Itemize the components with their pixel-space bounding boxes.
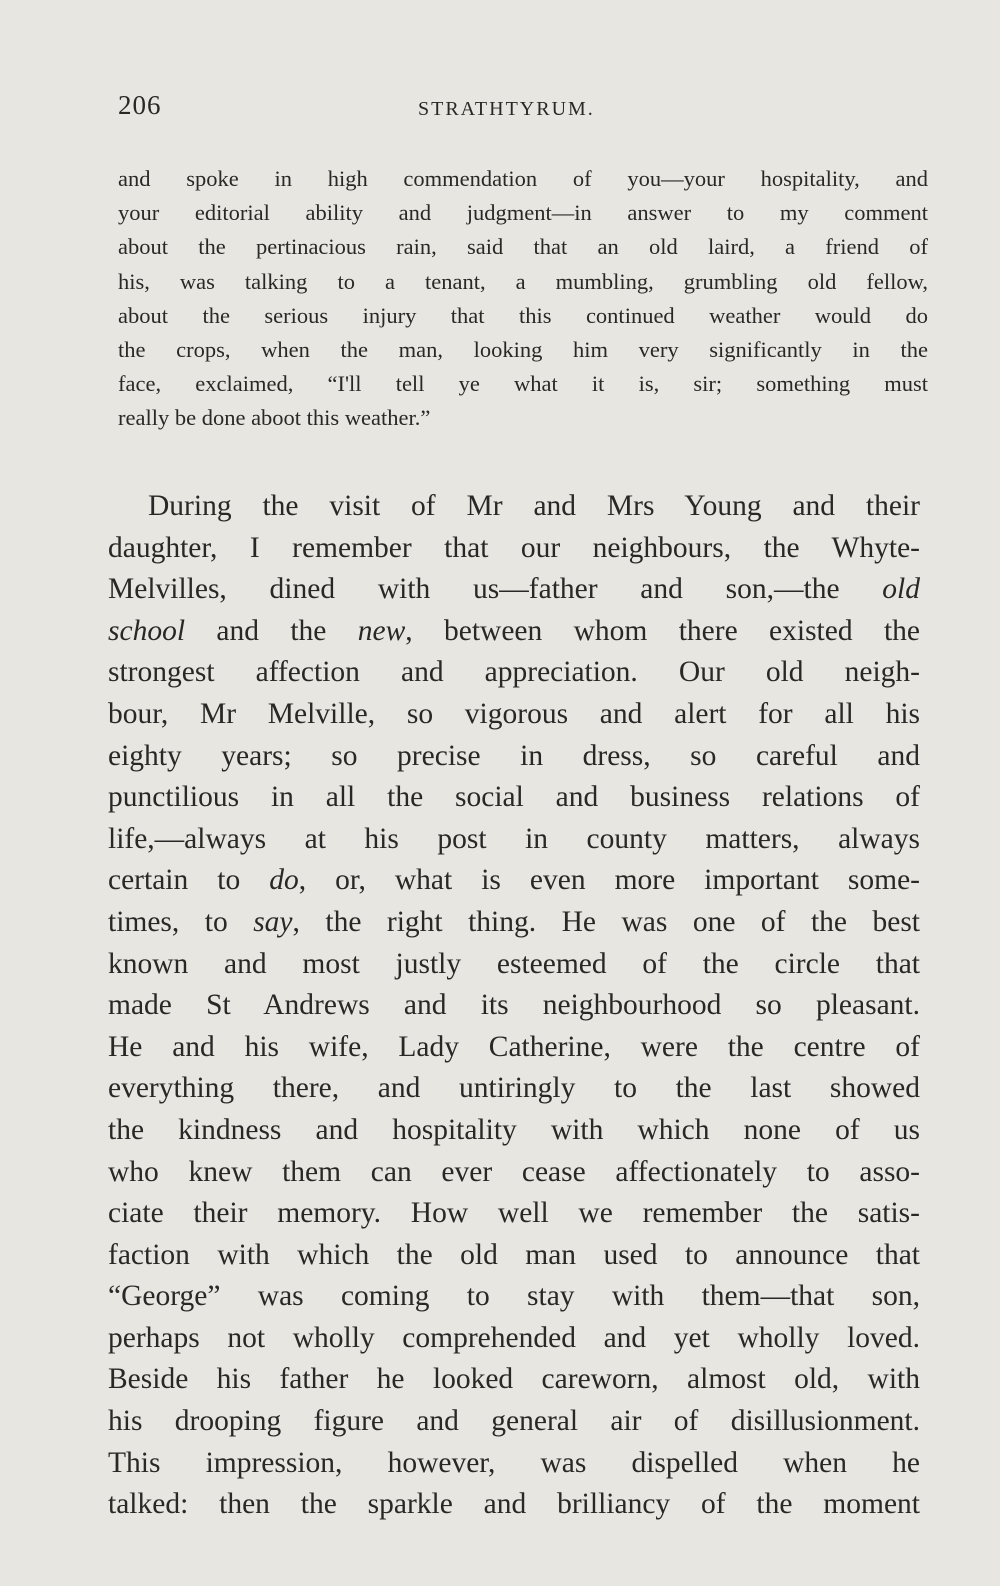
text-line: perhaps not wholly comprehended and yet wholly loved.	[108, 1321, 920, 1354]
text-line: his drooping figure and general air of disillusionment.	[108, 1405, 920, 1438]
text-line: made St Andrews and its neighbourhood so pleasant.	[108, 989, 920, 1022]
text-line: life,—always at his post in county matters, always	[108, 822, 920, 855]
italic-word: say	[253, 905, 293, 938]
italic-word: new	[357, 614, 406, 647]
text-line	[108, 902, 920, 944]
text-line: known and most justly esteemed of the circle that	[108, 947, 920, 980]
text-line: the crops, when the man, looking him very significantly in the	[118, 337, 928, 363]
running-title: STRATHTYRUM.	[418, 98, 595, 120]
text-line: and spoke in high commendation of you—your hospitality, and	[118, 166, 928, 191]
italic-word: school	[108, 614, 186, 647]
text-line: Beside his father he looked careworn, almost old, with	[108, 1363, 920, 1396]
text-line: the kindness and hospitality with which none of us	[108, 1113, 920, 1146]
text-line: your editorial ability and judgment—in answer to my comment	[118, 200, 928, 226]
running-header	[118, 90, 918, 130]
text-line: ciate their memory. How well we remember the satis-	[108, 1197, 920, 1230]
text-line: strongest affection and appreciation. Our old neigh-	[108, 656, 920, 689]
text-line: faction with which the old man used to announce that	[108, 1238, 920, 1271]
text-line: everything there, and untiringly to the last showed	[108, 1072, 920, 1105]
text-line: “George” was coming to stay with them—that son,	[108, 1280, 920, 1313]
page-number: 206	[118, 90, 162, 120]
text-segment: , or, what is even more important some-	[298, 864, 920, 897]
text-line: daughter, I remember that our neighbours, the Whyte-	[108, 531, 920, 564]
text-line: punctilious in all the social and business relations of	[108, 781, 920, 814]
text-line: about the serious injury that this continued weather would do	[118, 302, 928, 328]
text-segment: certain to	[108, 864, 270, 897]
text-line: This impression, however, was dispelled when he	[108, 1446, 920, 1479]
text-line	[108, 569, 920, 611]
text-line: He and his wife, Lady Catherine, were the centre of	[108, 1030, 920, 1063]
text-line	[108, 860, 920, 902]
text-segment: and the	[185, 614, 358, 647]
text-line: his, was talking to a tenant, a mumbling, grumbling old fellow,	[118, 268, 928, 294]
quoted-letter-passage	[118, 162, 928, 436]
text-line: really be done aboot this weather.”	[118, 405, 431, 431]
text-segment: , between whom there existed the	[405, 614, 920, 647]
text-segment: , the right thing. He was one of the best	[292, 905, 921, 938]
text-line: face, exclaimed, “I'll tell ye what it is, sir; something must	[118, 371, 928, 397]
text-line: who knew them can ever cease affectionately to asso-	[108, 1155, 920, 1188]
text-line: bour, Mr Melville, so vigorous and alert for all his	[108, 697, 920, 730]
text-segment: Melvilles, dined with us—father and son,—the	[108, 573, 883, 606]
body-paragraph	[108, 486, 920, 1526]
italic-word: old	[882, 573, 920, 606]
text-line: talked: then the sparkle and brilliancy of the moment	[108, 1488, 920, 1521]
text-segment: times, to	[108, 905, 254, 938]
text-line: eighty years; so precise in dress, so careful and	[108, 739, 920, 772]
text-line: During the visit of Mr and Mrs Young and their	[148, 490, 920, 522]
text-line: about the pertinacious rain, said that an old laird, a friend of	[118, 234, 928, 260]
text-line	[108, 611, 920, 653]
italic-word: do	[269, 864, 299, 897]
